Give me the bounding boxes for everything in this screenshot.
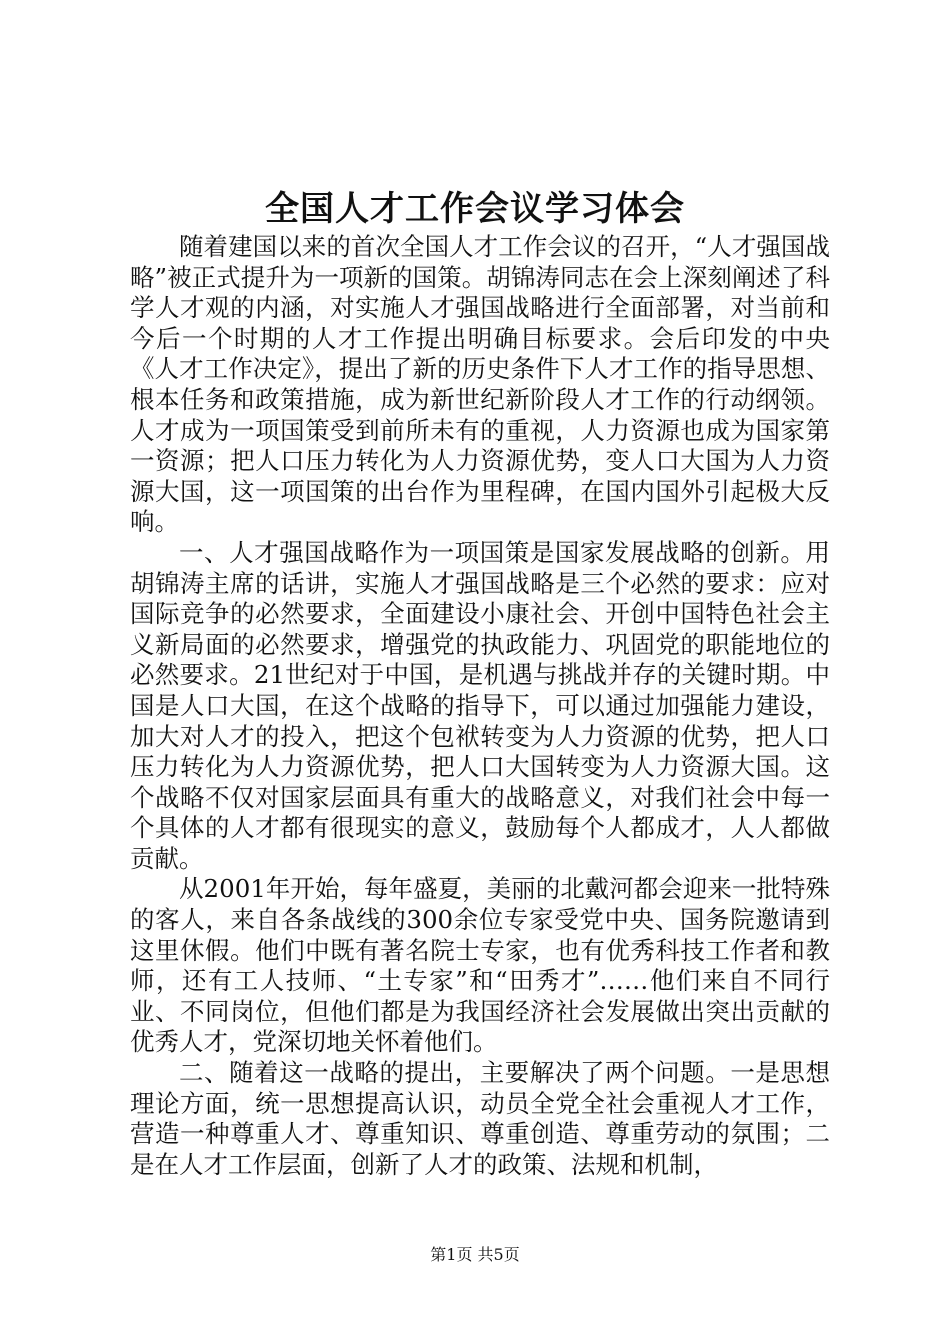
paragraph-section-one: 一、人才强国战略作为一项国策是国家发展战略的创新。用胡锦涛主席的话讲，实施人才强国战略是三个必然的要求：应对国际竞争的必然要求，全面建设小康社会、开创中国特色社会主义新局面的必然要求，增强党的执政能力、巩固党的职能地位的必然要求。21世纪对于中国，是机遇与挑战并存的关键时期。中国是人口大国，在这个战略的指导下，可以通过加强能力建设，加大对人才的投入，把这个包袱转变为人力资源的优势，把人口压力转化为人力资源优势，把人口大国转变为人力资源大国。这个战略不仅对国家层面具有重大的战略意义，对我们社会中每一个具体的人才都有很现实的意义，鼓励每个人都成才，人人都做贡献。 [130, 537, 830, 873]
document-body [130, 232, 830, 1180]
paragraph-beidaihe: 从2001年开始，每年盛夏，美丽的北戴河都会迎来一批特殊的客人，来自各条战线的300余位专家受党中央、国务院邀请到这里休假。他们中既有著名院士专家，也有优秀科技工作者和教师，还有工人技师、“土专家”和“田秀才”……他们来自不同行业、不同岗位，但他们都是为我国经济社会发展做出突出贡献的优秀人才，党深切地关怀着他们。 [130, 874, 830, 1057]
paragraph-intro: 随着建国以来的首次全国人才工作会议的召开，“人才强国战略”被正式提升为一项新的国策。胡锦涛同志在会上深刻阐述了科学人才观的内涵，对实施人才强国战略进行全面部署，对当前和今后一个时期的人才工作提出明确目标要求。会后印发的中央《人才工作决定》，提出了新的历史条件下人才工作的指导思想、根本任务和政策措施，成为新世纪新阶段人才工作的行动纲领。人才成为一项国策受到前所未有的重视，人力资源也成为国家第一资源；把人口压力转化为人力资源优势，变人口大国为人力资源大国，这一项国策的出台作为里程碑，在国内国外引起极大反响。 [130, 232, 830, 537]
document-title: 全国人才工作会议学习体会 [265, 189, 685, 229]
page-number-footer: 第1页 共5页 [430, 1245, 520, 1264]
paragraph-section-two: 二、随着这一战略的提出，主要解决了两个问题。一是思想理论方面，统一思想提高认识，动员全党全社会重视人才工作，营造一种尊重人才、尊重知识、尊重创造、尊重劳动的氛围；二是在人才工作层面，创新了人才的政策、法规和机制， [130, 1058, 830, 1179]
